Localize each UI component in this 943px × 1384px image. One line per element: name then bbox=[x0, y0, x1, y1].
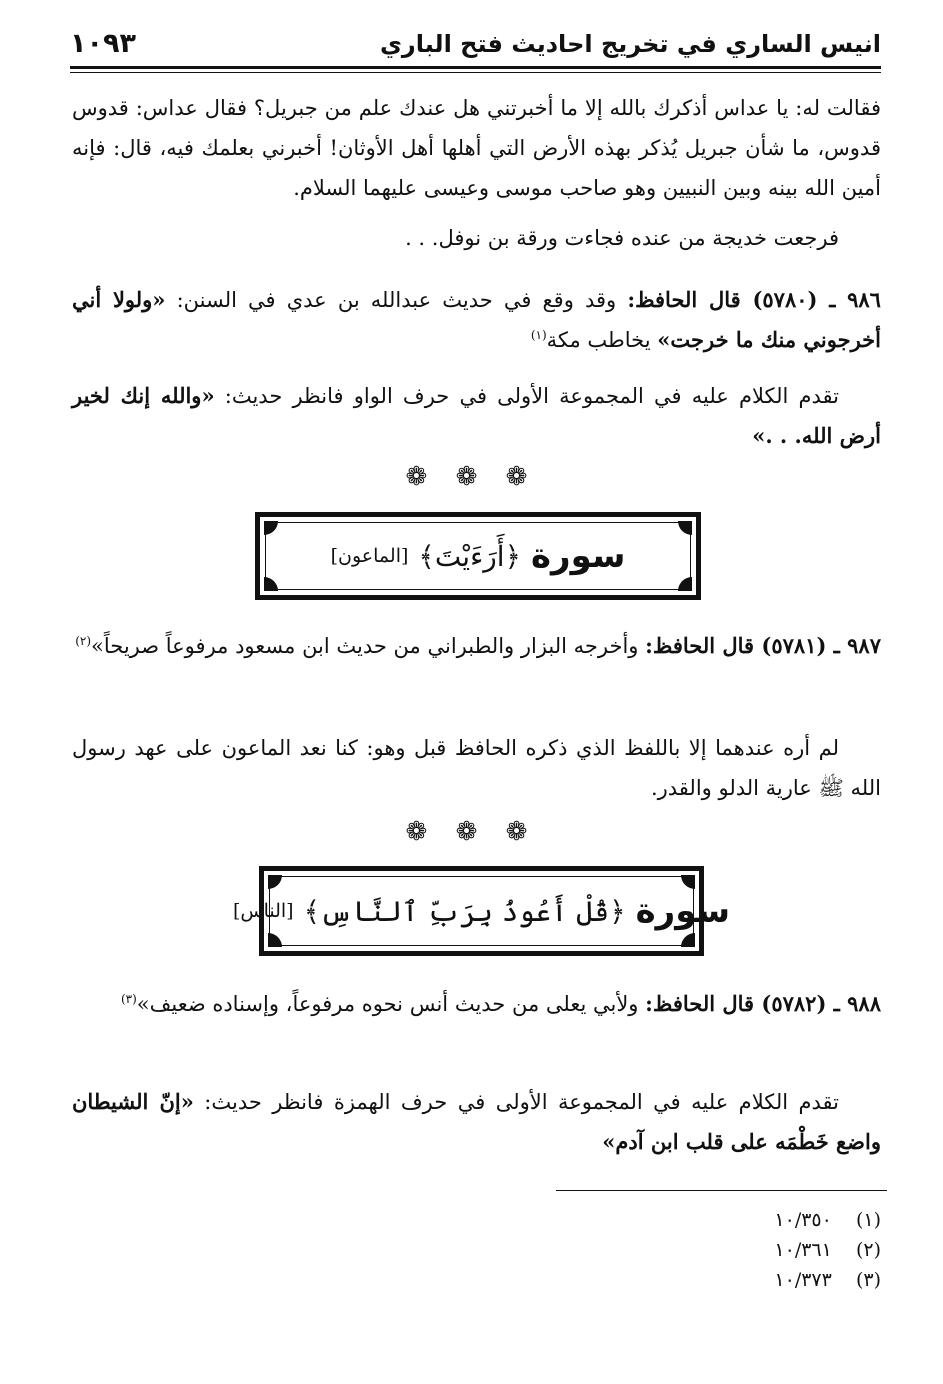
surah-alt-name: [الناس] bbox=[232, 900, 294, 922]
footnote-ref: ١٠/٣٧٣ bbox=[774, 1269, 832, 1291]
header-title: انيس الساري في تخريج احاديث فتح الباري bbox=[379, 30, 881, 58]
entry-986-comment bbox=[72, 376, 881, 456]
surah-title bbox=[232, 871, 731, 951]
entry-986-comment-text: تقدم الكلام عليه في المجموعة الأولى في حرف الواو فانظر حديث: bbox=[224, 384, 839, 408]
footnote-item bbox=[774, 1266, 881, 1294]
entry-987-comment-text: لم أره عندهما إلا باللفظ الذي ذكره الحافظ قبل وهو: كنا نعد الماعون على عهد رسول الله ﷺ عارية الدلو والقدر. bbox=[72, 736, 881, 800]
entry-988-text: ولأبي يعلى من حديث أنس نحوه مرفوعاً، وإسناده ضعيف» bbox=[136, 992, 639, 1016]
footnote-ref: ١٠/٣٦١ bbox=[774, 1239, 832, 1261]
section-separator: ❁ ❁ ❁ bbox=[405, 817, 538, 847]
footnote-marker-1: (١) bbox=[530, 328, 547, 342]
section-separator: ❁ ❁ ❁ bbox=[405, 462, 538, 492]
intro-paragraph bbox=[72, 88, 881, 208]
entry-986-text: وقد وقع في حديث عبدالله بن عدي في السنن: bbox=[176, 288, 617, 312]
surah-alt-name: [الماعون] bbox=[330, 545, 409, 567]
footnote-item bbox=[774, 1206, 881, 1234]
running-header bbox=[70, 24, 881, 64]
surah-name: ﴿قُلْ أَعُوذُ بِرَبِّ ٱلنَّاسِ﴾ bbox=[303, 894, 626, 928]
intro-text: فقالت له: يا عداس أذكرك بالله إلا ما أخبرتني هل عندك علم من جبريل؟ فقال عداس: قدوس قدوس، ما شأن جبريل يُذكر بهذه الأرض التي أهلها أهل الأوثان! أخبرني بعلمك فيه، قال: فإنه أمين الله بينه وبين النبيين وهو صاحب موسى وعيسى عليهما السلام. bbox=[72, 96, 881, 200]
surah-name: ﴿أَرَءَيْتَ﴾ bbox=[418, 539, 521, 573]
surah-title-frame bbox=[232, 866, 731, 956]
entry-988-number: ٩٨٨ ـ (٥٧٨٢) قال الحافظ: bbox=[645, 991, 881, 1016]
entry-986 bbox=[72, 280, 881, 360]
footnote-mark: (١) bbox=[855, 1209, 881, 1231]
entry-987 bbox=[72, 626, 881, 666]
surah-title-frame bbox=[255, 512, 701, 600]
footnote-item bbox=[774, 1236, 881, 1264]
page-number: ١٠٩٣ bbox=[70, 28, 136, 59]
footnote-ref: ١٠/٣٥٠ bbox=[774, 1209, 832, 1231]
footnote-marker-2: (٢) bbox=[75, 634, 92, 648]
footnote-marker-3: (٣) bbox=[120, 992, 137, 1006]
entry-987-number: ٩٨٧ ـ (٥٧٨١) قال الحافظ: bbox=[645, 633, 881, 658]
entry-986-tail: يخاطب مكة bbox=[546, 328, 651, 352]
intro-closing-paragraph bbox=[72, 218, 881, 258]
entry-987-comment bbox=[72, 728, 881, 808]
header-rule bbox=[70, 66, 881, 73]
entry-986-comment-quote: «والله إنك لخير أرض الله. . .» bbox=[72, 383, 881, 448]
surah-title bbox=[260, 517, 696, 595]
surah-label: سورة bbox=[530, 536, 626, 576]
footnote-mark: (٢) bbox=[855, 1239, 881, 1261]
entry-986-number: ٩٨٦ ـ (٥٧٨٠) قال الحافظ: bbox=[627, 287, 881, 312]
footnote-rule bbox=[556, 1190, 887, 1191]
entry-987-text: وأخرجه البزار والطبراني من حديث ابن مسعود مرفوعاً صريحاً» bbox=[91, 634, 639, 658]
entry-988-comment-quote: «إنّ الشيطان واضع خَطْمَه على قلب ابن آدم» bbox=[72, 1089, 881, 1154]
intro-closing: فرجعت خديجة من عنده فجاءت ورقة بن نوفل. . . bbox=[405, 226, 839, 250]
footnote-mark: (٣) bbox=[855, 1269, 881, 1291]
surah-label: سورة bbox=[635, 891, 731, 931]
entry-988 bbox=[72, 984, 881, 1024]
entry-988-comment bbox=[72, 1082, 881, 1162]
entry-986-quote: «ولولا أني أخرجوني منك ما خرجت» bbox=[72, 287, 881, 352]
entry-988-comment-text: تقدم الكلام عليه في المجموعة الأولى في حرف الهمزة فانظر حديث: bbox=[204, 1090, 839, 1114]
